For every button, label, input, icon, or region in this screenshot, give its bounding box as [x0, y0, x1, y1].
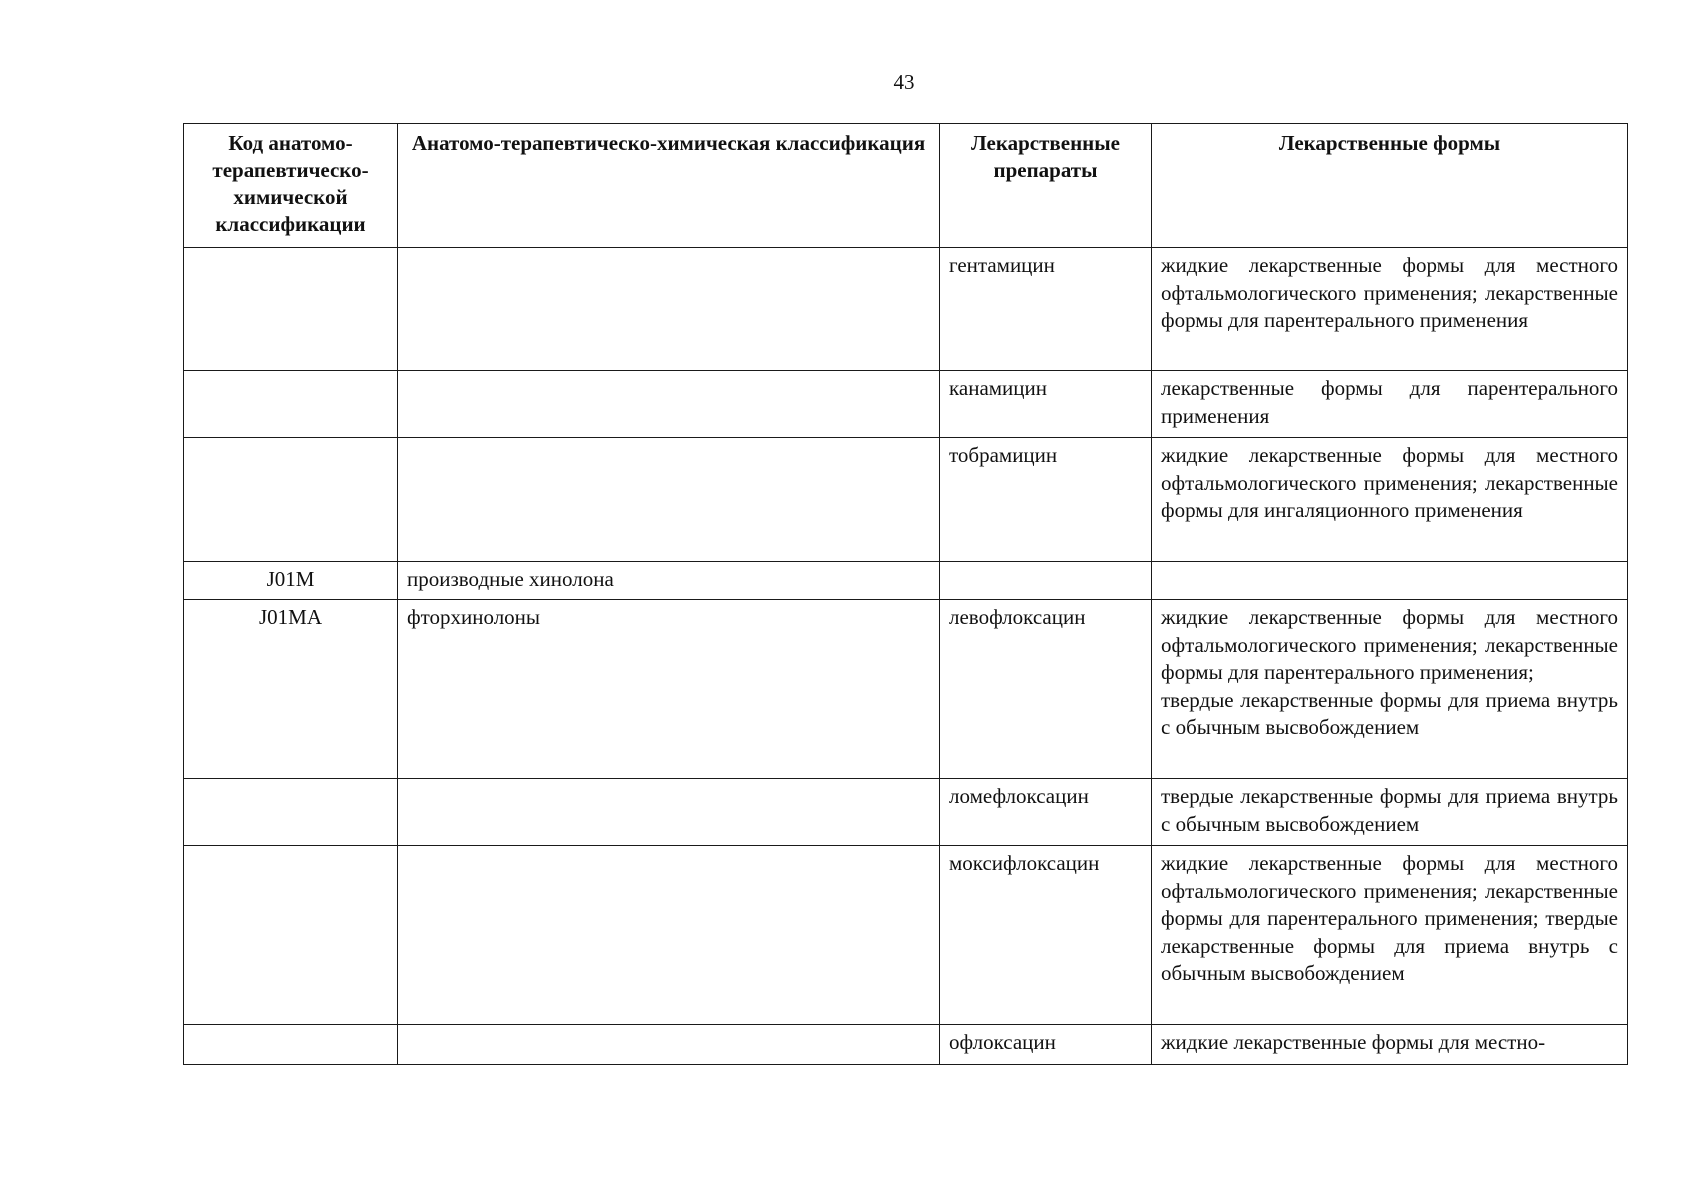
atc-code-cell — [184, 248, 398, 371]
table-row — [184, 1025, 1628, 1065]
drug-name-cell: офлоксацин — [940, 1025, 1152, 1065]
header-drugs: Лекарственные препараты — [940, 124, 1152, 248]
atc-classification-cell — [398, 1025, 940, 1065]
drug-classification-table — [183, 123, 1628, 1065]
atc-classification-cell — [398, 846, 940, 1025]
dosage-form-text: твердые лекарственные формы для приема внутрь с обычным высвобождением — [1161, 784, 1618, 836]
atc-code-cell: J01MA — [184, 600, 398, 779]
atc-code-cell — [184, 846, 398, 1025]
atc-classification-cell: производные хинолона — [398, 562, 940, 600]
dosage-form-text: жидкие лекарственные формы для местно- — [1161, 1030, 1546, 1054]
atc-code-cell — [184, 779, 398, 846]
page-number: 43 — [893, 70, 915, 94]
dosage-form-text: жидкие лекарственные формы для местного офтальмологического применения; лекарственные формы для парентерального применения; — [1161, 605, 1618, 684]
drug-name-cell: гентамицин — [940, 248, 1152, 371]
drug-name-cell — [940, 562, 1152, 600]
dosage-form-text: твердые лекарственные формы для приема внутрь с обычным высвобождением — [1161, 687, 1618, 739]
table-row — [184, 371, 1628, 438]
atc-classification-cell — [398, 248, 940, 371]
dosage-form-text: лекарственные формы для парентерального применения — [1161, 376, 1618, 428]
dosage-forms-cell — [1152, 600, 1628, 779]
header-atc-classification: Анатомо-терапевтическо-химическая классификация — [398, 124, 940, 248]
dosage-forms-cell — [1152, 779, 1628, 846]
atc-classification-cell — [398, 779, 940, 846]
table-row — [184, 562, 1628, 600]
atc-classification-cell — [398, 438, 940, 562]
dosage-forms-cell — [1152, 248, 1628, 371]
header-dosage-forms: Лекарственные формы — [1152, 124, 1628, 248]
table-row — [184, 600, 1628, 779]
drug-name-cell: тобрамицин — [940, 438, 1152, 562]
table-row — [184, 846, 1628, 1025]
drug-name-cell: левофлоксацин — [940, 600, 1152, 779]
dosage-forms-cell — [1152, 1025, 1628, 1065]
atc-code-cell — [184, 1025, 398, 1065]
atc-code-cell — [184, 438, 398, 562]
dosage-form-text: жидкие лекарственные формы для местного офтальмологического применения; лекарственные формы для парентерального применения — [1161, 253, 1618, 332]
table-header-row — [184, 124, 1628, 248]
drug-name-cell: канамицин — [940, 371, 1152, 438]
dosage-form-text: жидкие лекарственные формы для местного офтальмологического применения; лекарственные формы для ингаляционного применения — [1161, 443, 1618, 522]
dosage-forms-cell — [1152, 438, 1628, 562]
atc-classification-cell — [398, 371, 940, 438]
header-atc-code: Код анатомо-терапевтическо-химической классификации — [184, 124, 398, 248]
dosage-forms-cell — [1152, 846, 1628, 1025]
dosage-forms-cell — [1152, 562, 1628, 600]
atc-code-cell — [184, 371, 398, 438]
table-row — [184, 248, 1628, 371]
table-row — [184, 438, 1628, 562]
dosage-forms-cell — [1152, 371, 1628, 438]
table-row — [184, 779, 1628, 846]
atc-classification-cell: фторхинолоны — [398, 600, 940, 779]
drug-name-cell: ломефлоксацин — [940, 779, 1152, 846]
drug-name-cell: моксифлоксацин — [940, 846, 1152, 1025]
dosage-form-text: жидкие лекарственные формы для местного офтальмологического применения; лекарственные формы для парентерального применения; твердые лекарственные формы для приема внутрь с обычным высвобождением — [1161, 851, 1618, 985]
atc-code-cell: J01M — [184, 562, 398, 600]
